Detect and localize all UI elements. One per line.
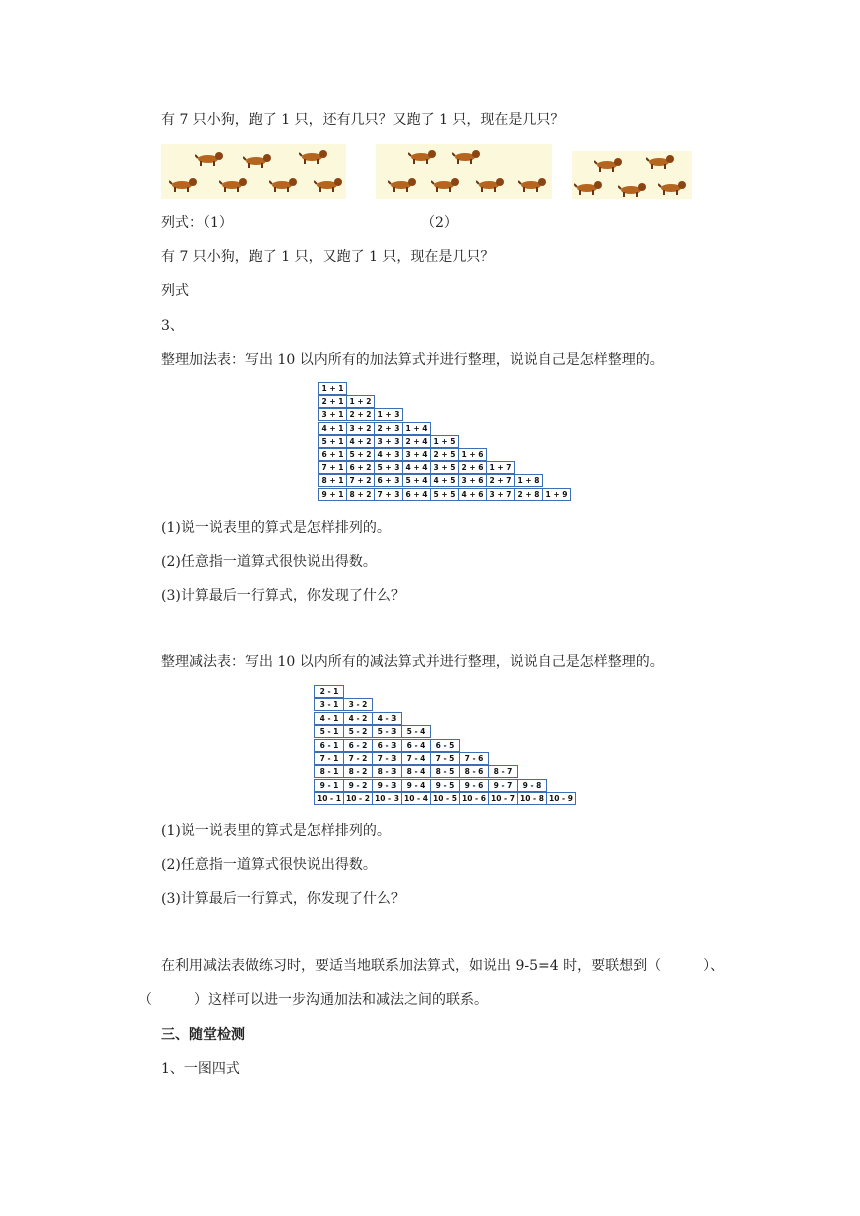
table-row [314,739,459,752]
puppy-panel-2 [376,144,552,199]
puppy-icon [299,148,329,164]
table-cell: 8 - 4 [401,765,431,778]
table-cell: 6 + 1 [318,448,347,461]
table-cell: 6 - 2 [343,739,373,752]
formula-label-3: 列式 [161,283,189,299]
table-cell: 5 - 1 [314,725,344,738]
table-cell: 8 - 1 [314,765,344,778]
table-cell: 10 - 1 [314,792,344,805]
table-cell: 8 - 7 [488,765,518,778]
table-cell: 6 + 4 [402,488,431,501]
table-cell: 8 - 6 [459,765,489,778]
table-cell: 9 - 5 [430,779,460,792]
table-cell: 4 + 1 [318,422,347,435]
section-heading-check: 三、随堂检测 [161,1027,245,1043]
table-cell: 5 - 3 [372,725,402,738]
table-cell: 2 + 8 [514,488,543,501]
table-cell: 8 - 2 [343,765,373,778]
addition-question-1: (1)说一说表里的算式是怎样排列的。 [161,520,391,536]
table-cell: 2 - 1 [314,685,344,698]
puppy-icon [314,176,344,192]
puppy-icon [195,150,225,166]
addition-table [318,382,570,502]
formula-label-2: （2） [421,215,458,231]
table-cell: 5 + 5 [430,488,459,501]
table-cell: 2 + 5 [430,448,459,461]
table-cell: 10 - 9 [546,792,576,805]
table-cell: 3 + 4 [402,448,431,461]
table-row [314,712,401,725]
puppy-icon [269,176,299,192]
table-row [318,448,486,461]
table-cell: 3 - 2 [343,698,373,711]
table-cell: 10 - 3 [372,792,402,805]
puppy-icon [388,176,418,192]
section-number-3: 3、 [161,318,184,334]
table-cell: 7 - 6 [459,752,489,765]
table-cell: 9 - 2 [343,779,373,792]
table-cell: 8 - 3 [372,765,402,778]
table-cell: 9 - 8 [517,779,547,792]
table-row [318,435,458,448]
puppy-panel-1 [161,144,346,199]
table-cell: 7 - 3 [372,752,402,765]
table-cell: 1 + 3 [374,408,403,421]
subtraction-question-3: (3)计算最后一行算式，你发现了什么？ [161,891,405,907]
table-cell: 10 - 4 [401,792,431,805]
table-cell: 2 + 1 [318,395,347,408]
table-cell: 7 + 2 [346,474,375,487]
puppy-icon [476,176,506,192]
table-row [314,752,488,765]
subtraction-table [314,685,576,807]
table-cell: 1 + 7 [486,461,515,474]
table-cell: 6 - 1 [314,739,344,752]
table-cell: 5 + 3 [374,461,403,474]
table-cell: 3 + 6 [458,474,487,487]
formula-label-1: 列式：（1） [161,215,233,231]
table-row [314,698,372,711]
puppy-icon [646,153,676,169]
table-row [314,779,546,792]
table-cell: 4 - 2 [343,712,373,725]
table-cell: 3 - 1 [314,698,344,711]
table-cell: 4 + 5 [430,474,459,487]
table-cell: 1 + 9 [542,488,571,501]
puppy-question: 有 7 只小狗，跑了 1 只，还有几只？又跑了 1 只，现在是几只？ [161,112,565,128]
table-cell: 4 + 2 [346,435,375,448]
subtraction-question-2: (2)任意指一道算式很快说出得数。 [161,857,377,873]
puppy-question-2: 有 7 只小狗，跑了 1 只，又跑了 1 只，现在是几只？ [161,249,495,265]
table-cell: 10 - 8 [517,792,547,805]
addition-question-2: (2)任意指一道算式很快说出得数。 [161,554,377,570]
table-cell: 8 - 5 [430,765,460,778]
puppy-icon [618,181,648,197]
table-row [314,725,430,738]
table-cell: 8 + 2 [346,488,375,501]
puppy-panel-3 [572,151,692,199]
table-cell: 6 + 3 [374,474,403,487]
puppy-icon [431,176,461,192]
table-cell: 4 + 3 [374,448,403,461]
table-cell: 7 - 1 [314,752,344,765]
table-cell: 2 + 7 [486,474,515,487]
table-cell: 4 + 4 [402,461,431,474]
table-cell: 6 - 4 [401,739,431,752]
table-cell: 3 + 2 [346,422,375,435]
table-row [318,408,402,421]
puppy-icon [594,156,624,172]
table-cell: 3 + 3 [374,435,403,448]
table-cell: 9 - 6 [459,779,489,792]
addition-question-3: (3)计算最后一行算式，你发现了什么？ [161,588,405,604]
table-cell: 7 + 3 [374,488,403,501]
table-cell: 7 - 5 [430,752,460,765]
table-cell: 7 - 2 [343,752,373,765]
subtraction-question-1: (1)说一说表里的算式是怎样排列的。 [161,823,391,839]
table-cell: 9 - 4 [401,779,431,792]
table-row [314,765,517,778]
table-cell: 5 - 2 [343,725,373,738]
table-cell: 5 + 4 [402,474,431,487]
addition-table-title: 整理加法表：写出 10 以内所有的加法算式并进行整理，说说自己是怎样整理的。 [161,352,664,368]
table-cell: 1 + 4 [402,422,431,435]
table-cell: 1 + 8 [514,474,543,487]
puppy-icon [574,179,604,195]
table-cell: 10 - 2 [343,792,373,805]
table-cell: 4 + 6 [458,488,487,501]
puppy-icon [408,148,438,164]
table-cell: 1 + 6 [458,448,487,461]
table-cell: 2 + 4 [402,435,431,448]
table-cell: 9 - 3 [372,779,402,792]
note-line-2: （ ）这样可以进一步沟通加法和减法之间的联系。 [138,992,488,1008]
table-cell: 2 + 2 [346,408,375,421]
table-cell: 10 - 7 [488,792,518,805]
table-cell: 8 + 1 [318,474,347,487]
table-cell: 9 - 1 [314,779,344,792]
table-cell: 6 - 5 [430,739,460,752]
puppy-icon [243,152,273,168]
table-cell: 6 - 3 [372,739,402,752]
check-item-1: 1、一图四式 [161,1061,240,1077]
table-row [318,422,430,435]
table-cell: 2 + 3 [374,422,403,435]
table-cell: 7 + 1 [318,461,347,474]
table-cell: 7 - 4 [401,752,431,765]
puppy-icon [518,176,548,192]
table-cell: 10 - 6 [459,792,489,805]
puppy-icon [452,148,482,164]
table-cell: 1 + 2 [346,395,375,408]
table-cell: 3 + 1 [318,408,347,421]
table-cell: 4 - 1 [314,712,344,725]
table-row [318,382,346,395]
table-cell: 2 + 6 [458,461,487,474]
table-row [318,395,374,408]
table-cell: 1 + 1 [318,382,347,395]
puppy-icon [169,176,199,192]
table-row [318,461,514,474]
table-cell: 9 - 7 [488,779,518,792]
table-cell: 5 + 1 [318,435,347,448]
table-row [314,685,343,698]
puppy-icon [658,179,688,195]
table-cell: 3 + 5 [430,461,459,474]
table-row [318,474,542,487]
table-cell: 9 + 1 [318,488,347,501]
table-cell: 5 - 4 [401,725,431,738]
subtraction-table-title: 整理减法表：写出 10 以内所有的减法算式并进行整理，说说自己是怎样整理的。 [161,654,664,670]
table-row [318,488,570,501]
table-cell: 10 - 5 [430,792,460,805]
note-line-1: 在利用减法表做练习时，要适当地联系加法算式，如说出 9-5=4 时，要联想到（ ）、 [161,958,725,974]
table-cell: 1 + 5 [430,435,459,448]
puppy-icon [219,176,249,192]
table-cell: 4 - 3 [372,712,402,725]
table-cell: 5 + 2 [346,448,375,461]
table-cell: 6 + 2 [346,461,375,474]
table-cell: 3 + 7 [486,488,515,501]
table-row [314,792,575,805]
